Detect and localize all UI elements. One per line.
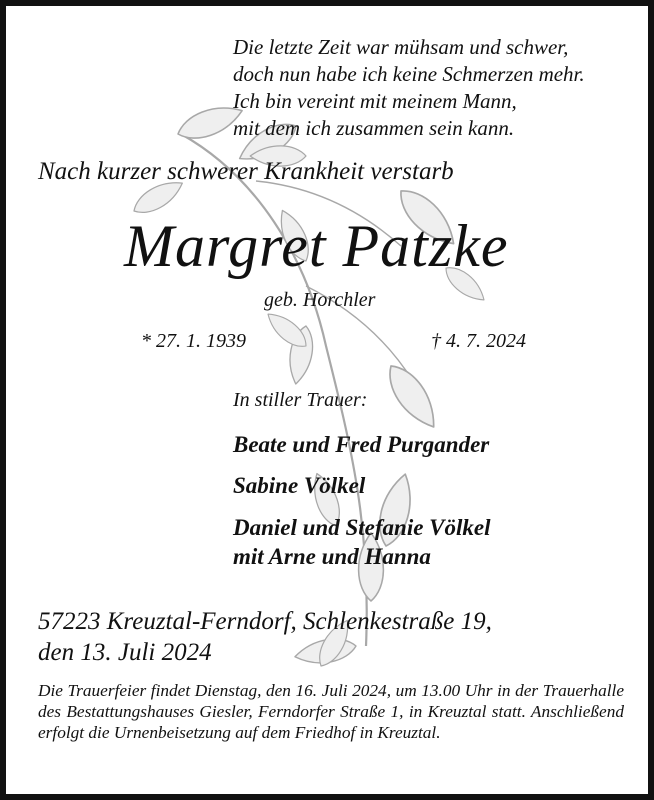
ceremony-info: Die Trauerfeier findet Dienstag, den 16. Juli 2024, um 13.00 Uhr in der Trauerhalle des Bestattungshauses Giesler, Ferndorfer Straße 1, in Kreuztal statt. Anschließend erfolgt die Urnenbeisetzung auf dem Friedhof in Kreuztal. bbox=[38, 681, 624, 742]
mourning-label: In stiller Trauer: bbox=[233, 389, 368, 411]
mourner: mit Arne und Hanna bbox=[233, 544, 431, 569]
birth-name: geb. Horchler bbox=[264, 289, 376, 311]
poem-line: Ich bin vereint mit meinem Mann, bbox=[233, 89, 517, 113]
death-date: † 4. 7. 2024 bbox=[431, 330, 526, 352]
mourner: Beate und Fred Purgander bbox=[233, 432, 490, 457]
birth-date: * 27. 1. 1939 bbox=[141, 330, 246, 352]
mourner: Sabine Völkel bbox=[233, 473, 366, 498]
intro-text: Nach kurzer schwerer Krankheit verstarb bbox=[38, 158, 454, 185]
mourner: Daniel und Stefanie Völkel bbox=[233, 515, 491, 540]
poem-line: mit dem ich zusammen sein kann. bbox=[233, 116, 515, 140]
poem-line: doch nun habe ich keine Schmerzen mehr. bbox=[233, 62, 585, 86]
deceased-name: Margret Patzke bbox=[124, 213, 509, 279]
address-line: 57223 Kreuztal-Ferndorf, Schlenkestraße 19, bbox=[38, 608, 492, 635]
poem-line: Die letzte Zeit war mühsam und schwer, bbox=[233, 35, 569, 59]
life-dates bbox=[141, 330, 526, 353]
poem bbox=[233, 34, 585, 142]
address-block bbox=[38, 606, 492, 668]
date-line: den 13. Juli 2024 bbox=[38, 639, 212, 666]
